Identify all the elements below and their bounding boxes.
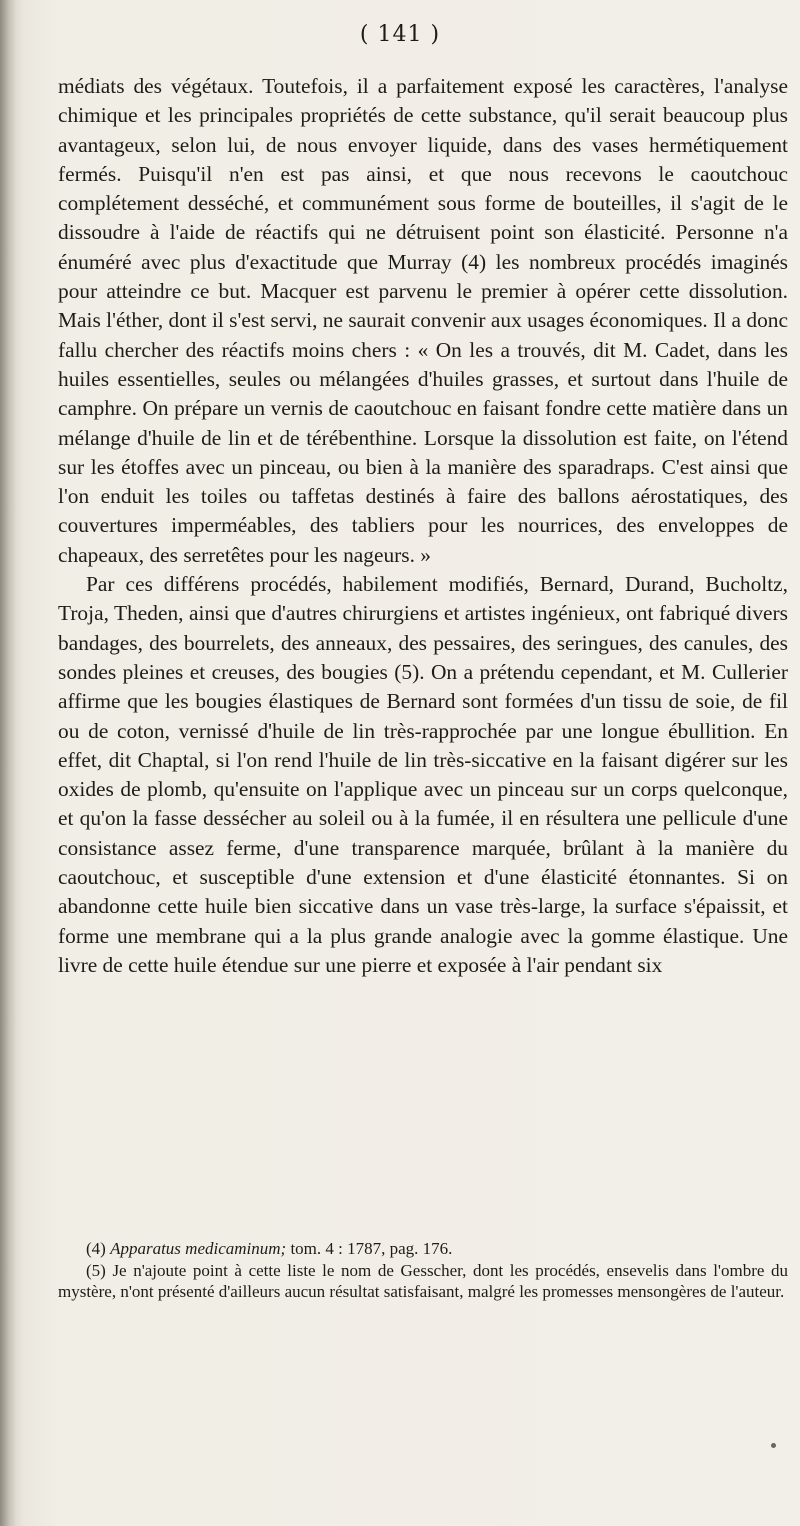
page-number: ( 141 )	[359, 22, 441, 47]
paragraph-procedes: Par ces différens procédés, habilement modifiés, Bernard, Durand, Bucholtz, Troja, Theden, ainsi que d'autres chirurgiens et artistes ingénieux, ont fabriqué divers bandages, des bourrelets, des anneaux, des pessaires, des seringues, des canules, des sondes pleines et creuses, des bougies (5). On a prétendu cependant, et M. Cullerier affirme que les bougies élastiques de Bernard sont formées d'un tissu de soie, de fil ou de coton, vernissé d'huile de lin très-rapprochée par une longue ébullition. En effet, dit Chaptal, si l'on rend l'huile de lin très-siccative en la faisant digérer sur les oxides de plomb, qu'ensuite on l'applique avec un pinceau sur un corps quelconque, et qu'on la fasse dessécher au soleil ou à la fumée, il en résultera une pellicule d'une consistance assez ferme, d'une transparence marquée, brûlant à la manière du caoutchouc, et susceptible d'une extension et d'une élasticité étonnantes. Si on abandonne cette huile bien siccative dans un vase très-large, la surface s'épaissit, et forme une membrane qui a la plus grande analogie avec la gomme élastique. Une livre de cette huile étendue sur une pierre et exposée à l'air pendant six	[58, 572, 788, 977]
footnote-4	[58, 1238, 788, 1260]
ink-speck	[771, 1443, 776, 1448]
spine-shadow	[0, 0, 16, 1526]
footnote-marker: (4)	[86, 1239, 106, 1258]
footnote-text: tom. 4 : 1787, pag. 176.	[290, 1239, 453, 1258]
footnotes	[58, 1238, 788, 1303]
footnote-title: Apparatus medicaminum;	[110, 1239, 287, 1258]
footnote-text: Je n'ajoute point à cette liste le nom de Gesscher, dont les procédés, ensevelis dans l'ombre du mystère, n'ont présenté d'ailleurs aucun résultat satisfaisant, malgré les promesses mensongères de l'auteur.	[58, 1260, 789, 1301]
footnote-marker: (5)	[86, 1260, 106, 1280]
paragraph-continued: médiats des végétaux. Toutefois, il a parfaitement exposé les caractères, l'analyse chimique et les principales propriétés de cette substance, qu'il serait beaucoup plus avantageux, selon lui, de nous envoyer liquide, dans des vases hermétiquement fermés. Puisqu'il n'en est pas ainsi, et que nous recevons le caoutchouc complétement desséché, et communément sous forme de bouteilles, il s'agit de le dissoudre à l'aide de réactifs qui ne détruisent point son élasticité. Personne n'a énuméré avec plus d'exactitude que Murray (4) les nombreux procédés imaginés pour atteindre ce but. Macquer est parvenu le premier à opérer cette dissolution. Mais l'éther, dont il s'est servi, ne saurait convenir aux usages économiques. Il a donc fallu chercher des réactifs moins chers : « On les a trouvés, dit M. Cadet, dans les huiles essentielles, seules ou mélangées d'huiles grasses, et surtout dans l'huile de camphre. On prépare un vernis de caoutchouc en faisant fondre cette matière dans un mélange d'huile de lin et de térébenthine. Lorsque la dissolution est faite, on l'étend sur les étoffes avec un pinceau, ou bien à la manière des sparadraps. C'est ainsi que l'on enduit les toiles ou taffetas destinés à faire des ballons aérostatiques, des couvertures imperméables, des tabliers pour les nourrices, des enveloppes de chapeaux, des serretêtes pour les nageurs. »	[58, 74, 788, 567]
footnote-5	[58, 1260, 788, 1303]
main-text	[58, 72, 788, 980]
